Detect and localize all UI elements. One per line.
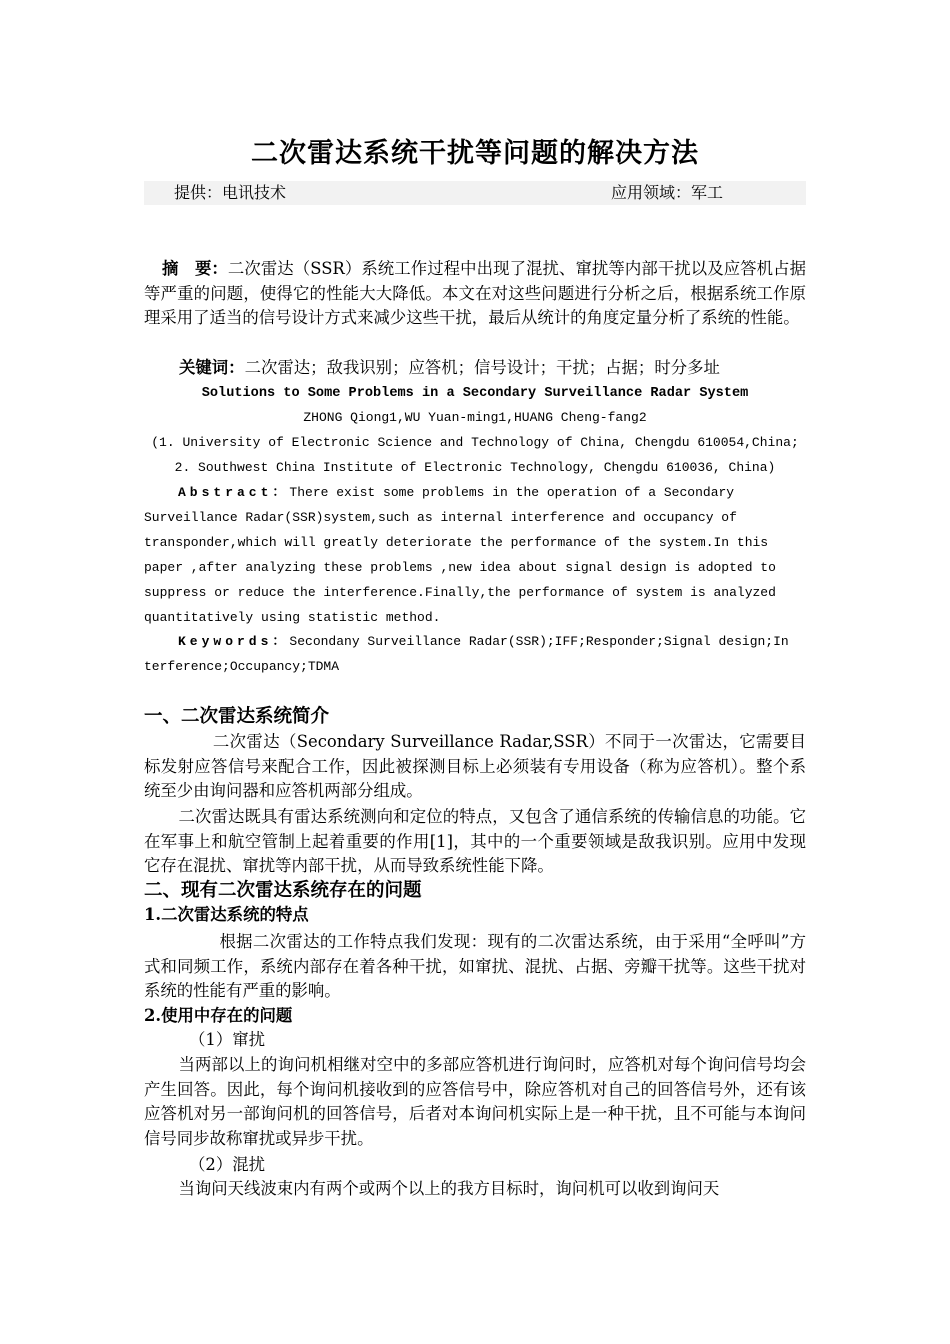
abstract-cn <box>144 257 806 331</box>
subsection-1-paragraph: 根据二次雷达的工作特点我们发现：现有的二次雷达系统，由于采用“全呼叫”方式和同频工作，系统内部存在着各种干扰，如窜扰、混扰、占据、旁瓣干扰等。这些干扰对系统的性能有严重的影响。 <box>144 932 806 1000</box>
item-1-paragraph: 当两部以上的询问机相继对空中的多部应答机进行询问时，应答机对每个询问信号均会产生回答。因此，每个询问机接收到的应答信号中，除应答机对自己的回答信号外，还有该应答机对另一部询问机的回答信号，后者对本询问机实际上是一种干扰，且不可能与本询问信号同步故称窜扰或异步干扰。 <box>144 1055 806 1148</box>
item-2-heading: （2）混扰 <box>189 1155 265 1174</box>
abstract-cn-text: 二次雷达（SSR）系统工作过程中出现了混扰、窜扰等内部干扰以及应答机占据等严重的问题，使得它的性能大大降低。本文在对这些问题进行分析之后，根据系统工作原理采用了适当的信号设计方式来减少这些干扰，最后从统计的角度定量分析了系统的性能。 <box>144 259 806 327</box>
provider-label: 提供：电讯技术 <box>174 183 287 202</box>
abstract-cn-label: 摘 要： <box>162 259 228 278</box>
keywords-cn <box>144 356 806 381</box>
keywords-en-label: Keywords： <box>178 634 290 649</box>
keywords-cn-label: 关键词： <box>179 358 245 377</box>
section-1-heading: 一、二次雷达系统简介 <box>144 706 330 727</box>
english-title: Solutions to Some Problems in a Secondary Surveillance Radar System <box>201 386 749 401</box>
abstract-en-label: Abstract： <box>178 485 290 500</box>
section-1-paragraph-2: 二次雷达既具有雷达系统测向和定位的特点，又包含了通信系统的传输信息的功能。它在军事上和航空管制上起着重要的作用[1]，其中的一个重要领域是敌我识别。应用中发现它存在混扰、窜扰等内部干扰，从而导致系统性能下降。 <box>144 807 806 875</box>
english-affiliation-1: (1. University of Electronic Science and Technology of China, Chengdu 610054,China; <box>151 435 799 450</box>
subsection-2-heading: 2.使用中存在的问题 <box>144 1006 293 1025</box>
keywords-en-text: Secondany Surveillance Radar(SSR);IFF;Responder;Signal design;In terference;Occupancy;TDMA <box>144 634 789 674</box>
item-1-heading: （1）窜扰 <box>189 1030 265 1049</box>
subsection-1-heading: 1.二次雷达系统的特点 <box>144 905 309 924</box>
abstract-en-text: There exist some problems in the operation of a Secondary Surveillance Radar(SSR)system,such as internal interference and occupancy of transponder,which will greatly deteriorate the performance of the system.In this paper ,after analyzing these problems ,new idea about signal design is adopted to suppress or reduce the interference.Finally,the performance of system is analyzed quantitatively using statistic method. <box>144 485 776 625</box>
item-2-paragraph: 当询问天线波束内有两个或两个以上的我方目标时，询问机可以收到询问天 <box>178 1179 720 1198</box>
meta-bar <box>144 181 806 205</box>
english-authors: ZHONG Qiong1,WU Yuan-ming1,HUANG Cheng-fang2 <box>303 410 647 425</box>
keywords-en <box>144 629 806 679</box>
application-field-label: 应用领域：军工 <box>610 183 723 202</box>
abstract-en <box>144 480 806 630</box>
english-affiliation-2: 2. Southwest China Institute of Electronic Technology, Chengdu 610036, China) <box>174 460 776 475</box>
section-1-paragraph-1: 二次雷达（Secondary Surveillance Radar,SSR）不同于一次雷达，它需要目标发射应答信号来配合工作，因此被探测目标上必须装有专用设备（称为应答机）。整个系统至少由询问器和应答机两部分组成。 <box>144 732 806 800</box>
keywords-cn-text: 二次雷达；敌我识别；应答机；信号设计；干扰；占据；时分多址 <box>244 358 720 377</box>
paper-title: 二次雷达系统干扰等问题的解决方法 <box>251 138 699 169</box>
section-2-heading: 二、现有二次雷达系统存在的问题 <box>144 880 422 901</box>
